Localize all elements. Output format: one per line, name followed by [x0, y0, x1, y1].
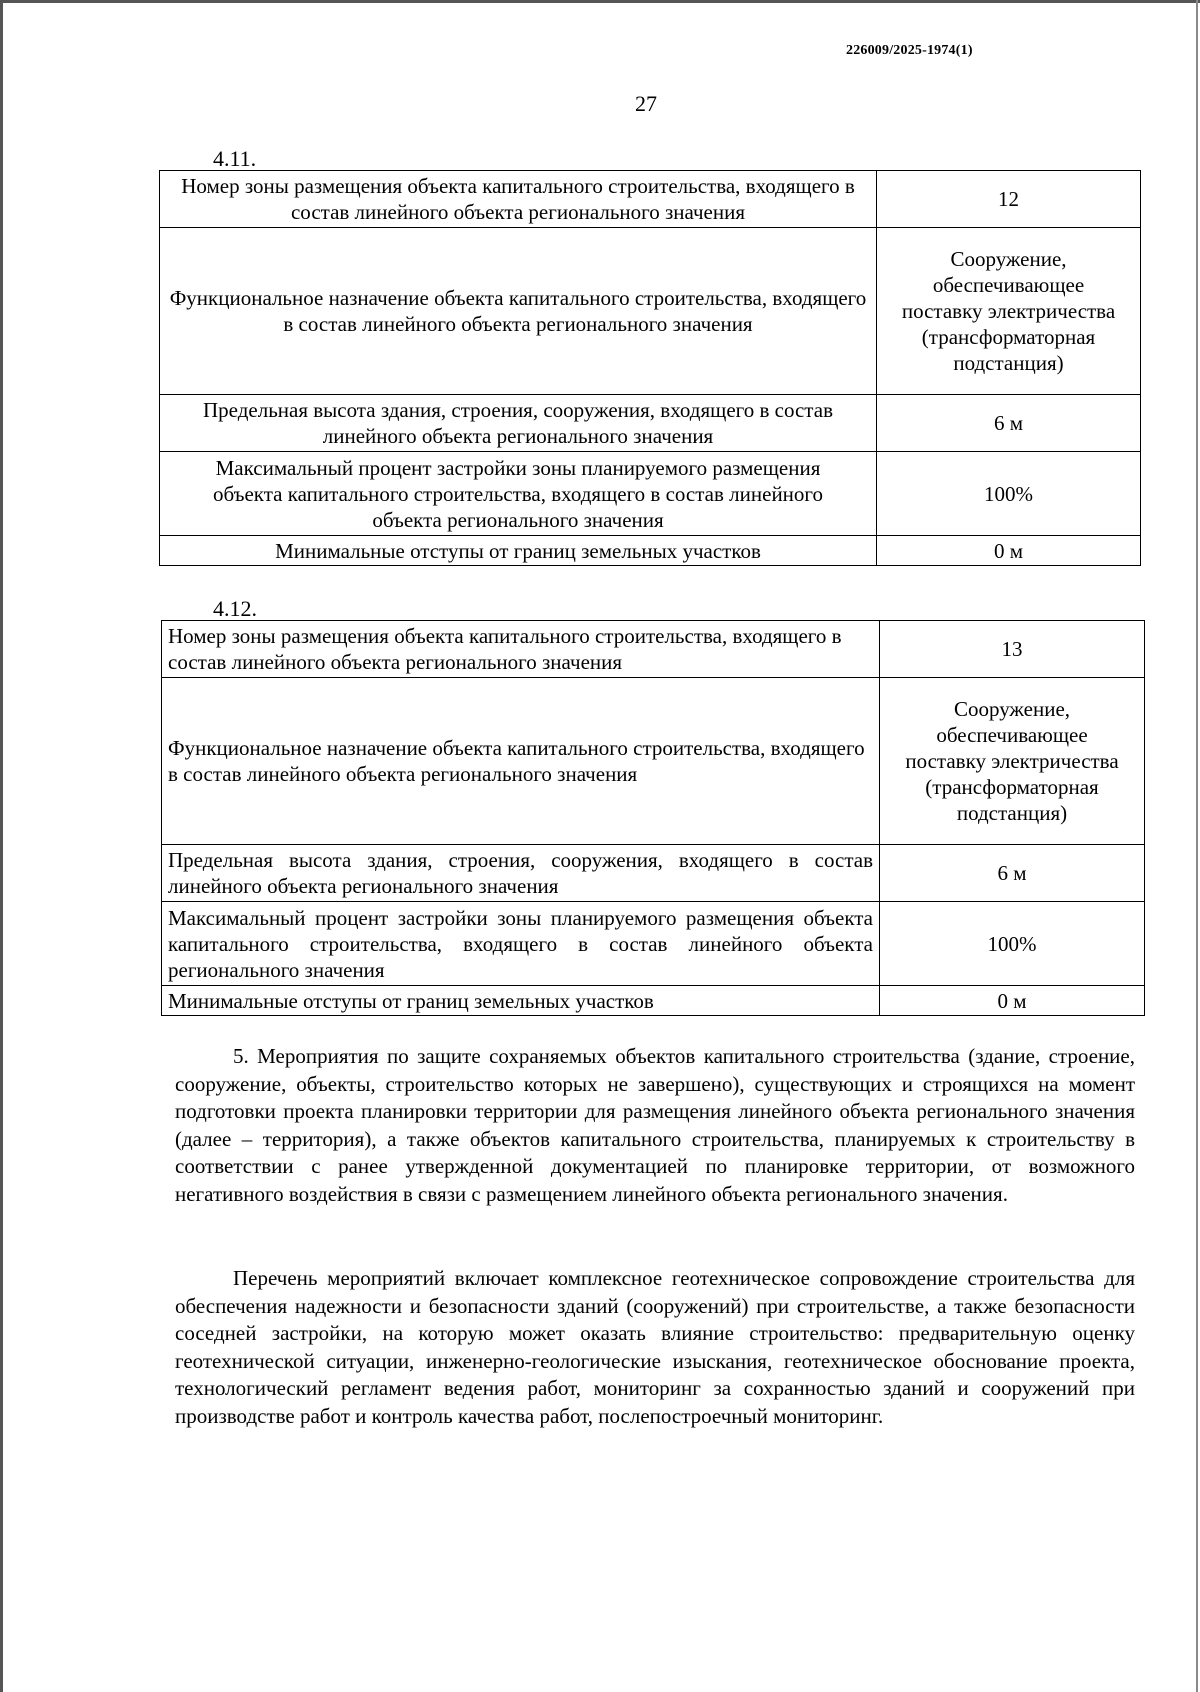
table-row [162, 621, 1145, 678]
min-setback-label: Минимальные отступы от границ земельных участков [160, 536, 877, 566]
table-row [160, 228, 1141, 395]
max-coverage-label: Максимальный процент застройки зоны планируемого размещения объекта капитального строительства, входящего в состав линейного объекта регионального значения [160, 452, 877, 536]
scan-edge-top [0, 0, 1200, 3]
scan-edge-right [1196, 0, 1198, 1692]
min-setback-value: 0 м [880, 986, 1145, 1016]
min-setback-value: 0 м [877, 536, 1141, 566]
paragraph-protection-measures [175, 1043, 1135, 1208]
max-coverage-value: 100% [880, 902, 1145, 986]
zone-number-value: 12 [877, 171, 1141, 228]
document-number: 226009/2025-1974(1) [846, 43, 973, 58]
paragraph-measures-list [175, 1265, 1135, 1430]
table-row [162, 902, 1145, 986]
function-value: Сооружение, обеспечивающее поставку электричества (трансформаторная подстанция) [880, 678, 1145, 845]
page-number: 27 [635, 91, 657, 116]
params-table-4-12 [161, 620, 1145, 1016]
zone-number-label: Номер зоны размещения объекта капитального строительства, входящего в состав линейного объекта регионального значения [160, 171, 877, 228]
table-row [160, 171, 1141, 228]
function-label: Функциональное назначение объекта капитального строительства, входящего в состав линейного объекта регионального значения [162, 678, 880, 845]
params-table-4-11 [159, 170, 1141, 566]
section-label-4-11: 4.11. [213, 146, 257, 171]
max-height-label: Предельная высота здания, строения, сооружения, входящего в состав линейного объекта регионального значения [160, 395, 877, 452]
paragraph-text: 5. Мероприятия по защите сохраняемых объектов капитального строительства (здание, строение, сооружение, объекты, строительство которых не завершено), существующих и строящихся на момент подготовки проекта планировки территории для размещения линейного объекта регионального значения (далее – территория), а также объектов капитального строительства, планируемых к строительству в соответствии с ранее утвержденной документацией по планировке территории, от возможного негативного воздействия в связи с размещением линейного объекта регионального значения. [175, 1044, 1135, 1206]
paragraph-text: Перечень мероприятий включает комплексное геотехническое сопровождение строительства для обеспечения надежности и безопасности зданий (сооружений) при строительстве, а также безопасности соседней застройки, на которую может оказать влияние строительство: предварительную оценку геотехнической ситуации, инженерно-геологические изыскания, геотехническое обоснование проекта, технологический регламент ведения работ, мониторинг за сохранностью зданий и сооружений при производстве работ и контроль качества работ, послепостроечный мониторинг. [175, 1266, 1135, 1428]
zone-number-label: Номер зоны размещения объекта капитального строительства, входящего в состав линейного объекта регионального значения [162, 621, 880, 678]
max-coverage-value: 100% [877, 452, 1141, 536]
max-height-label: Предельная высота здания, строения, сооружения, входящего в состав линейного объекта регионального значения [162, 845, 880, 902]
max-height-value: 6 м [880, 845, 1145, 902]
table-row [162, 678, 1145, 845]
function-label: Функциональное назначение объекта капитального строительства, входящего в состав линейного объекта регионального значения [160, 228, 877, 395]
function-value: Сооружение, обеспечивающее поставку электричества (трансформаторная подстанция) [877, 228, 1141, 395]
section-label-4-12: 4.12. [213, 596, 257, 621]
min-setback-label: Минимальные отступы от границ земельных участков [162, 986, 880, 1016]
table-row [160, 536, 1141, 566]
table-row [162, 845, 1145, 902]
max-height-value: 6 м [877, 395, 1141, 452]
table-row [162, 986, 1145, 1016]
zone-number-value: 13 [880, 621, 1145, 678]
max-coverage-label: Максимальный процент застройки зоны планируемого размещения объекта капитального строительства, входящего в состав линейного объекта регионального значения [162, 902, 880, 986]
scan-edge-left [0, 0, 3, 1692]
table-row [160, 395, 1141, 452]
table-row [160, 452, 1141, 536]
